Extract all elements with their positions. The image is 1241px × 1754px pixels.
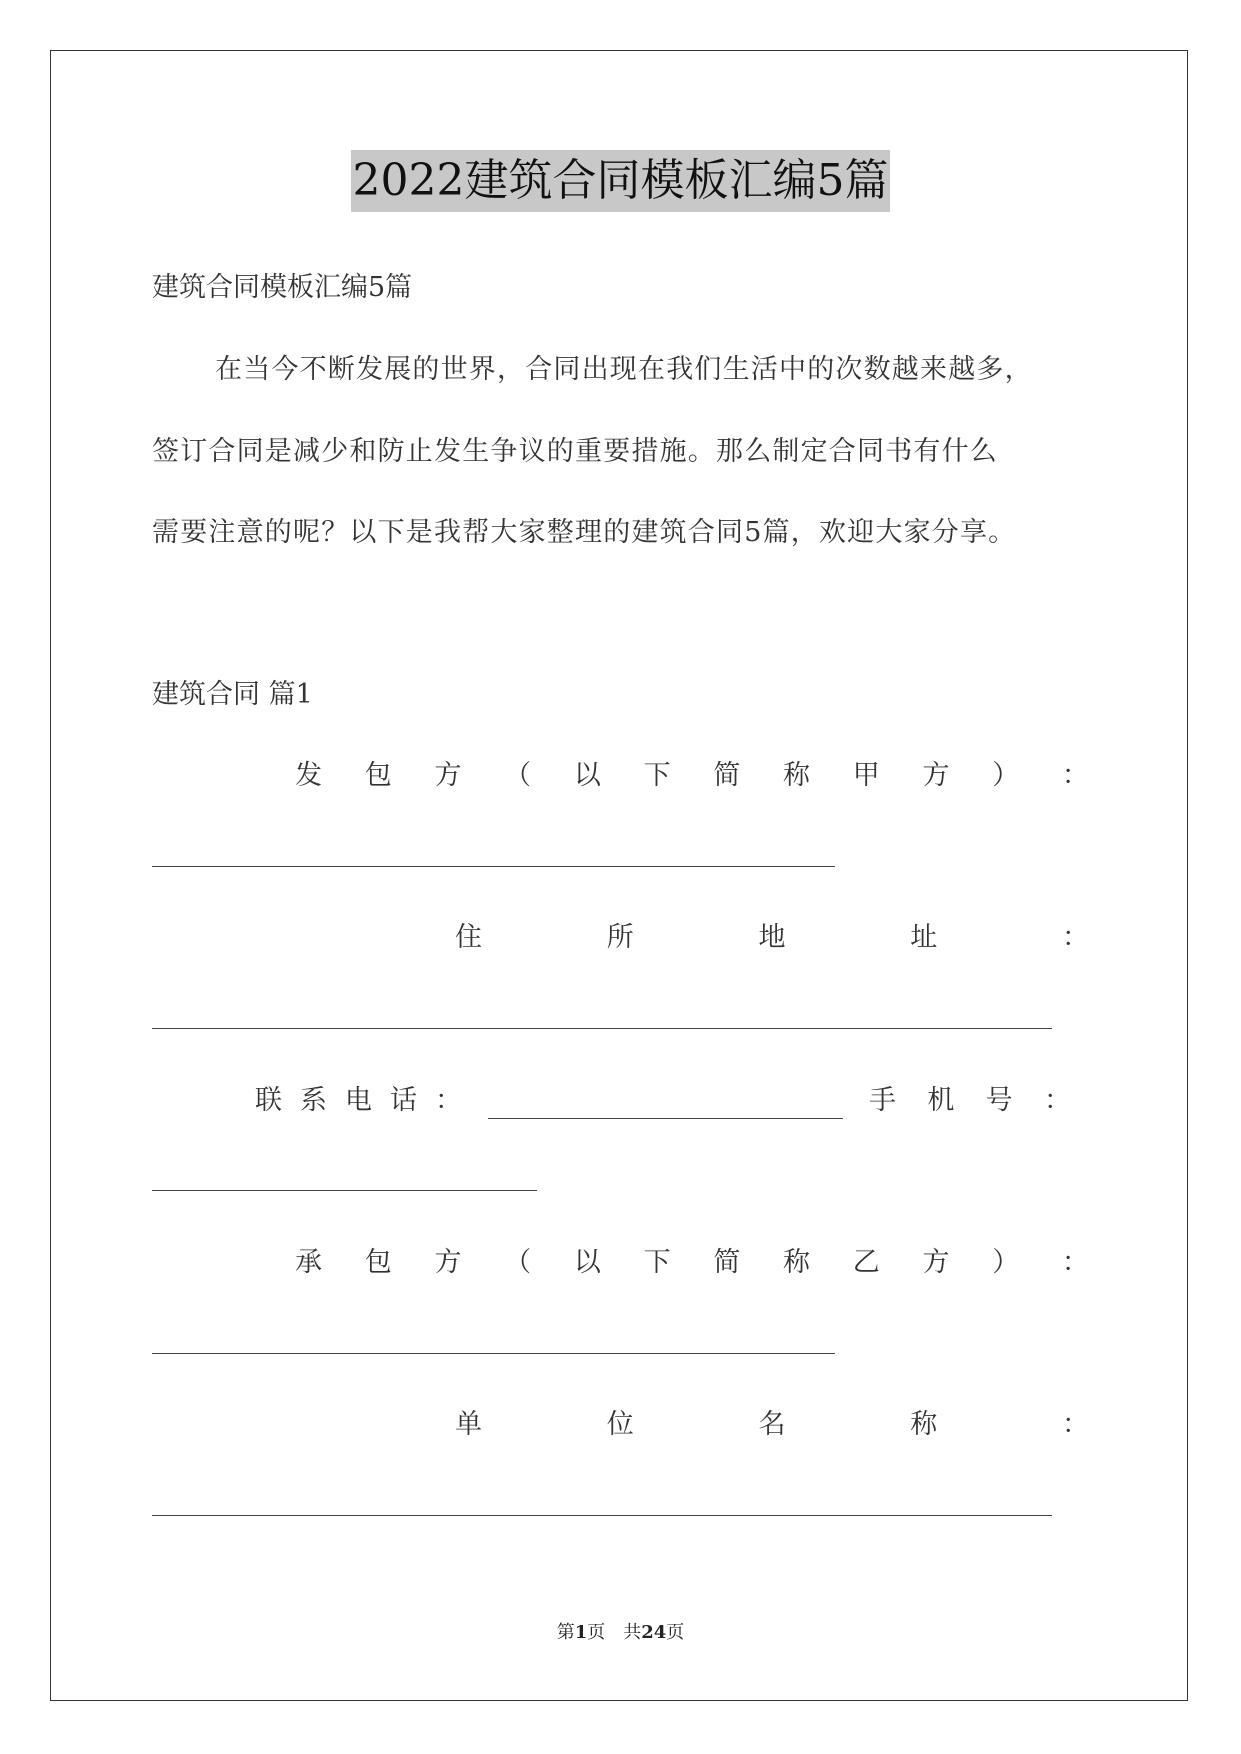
- char: 所: [606, 922, 634, 953]
- char: 名: [758, 1409, 786, 1440]
- char: 包: [364, 1247, 392, 1278]
- char: 以: [573, 760, 601, 791]
- intro-paragraph-line-1: 在当今不断发展的世界，合同出现在我们生活中的次数越来越多，: [215, 354, 1033, 385]
- char: ：: [1062, 922, 1089, 953]
- char: 机: [927, 1085, 973, 1116]
- fill-blank-zhusuo[interactable]: [152, 1028, 1052, 1029]
- char: ）: [992, 1247, 1020, 1278]
- char: ：: [1061, 1247, 1089, 1278]
- char: 方: [922, 760, 950, 791]
- fill-blank-danwei[interactable]: [152, 1515, 1052, 1516]
- contact-row: [255, 1083, 1089, 1119]
- fill-blank-fabaofang[interactable]: [152, 866, 835, 867]
- current-page-number: 1: [574, 1622, 588, 1643]
- field-label-danwei: [455, 1407, 1089, 1443]
- char: 乙: [852, 1247, 880, 1278]
- char: 位: [606, 1409, 634, 1440]
- page-footer: [0, 1618, 1241, 1644]
- char: 地: [758, 922, 786, 953]
- document-subtitle: 建筑合同模板汇编5篇: [152, 272, 413, 303]
- char: 址: [910, 922, 938, 953]
- section-heading: 建筑合同 篇1: [152, 679, 313, 710]
- fill-blank-chengbaofang[interactable]: [152, 1353, 835, 1354]
- char: 称: [783, 760, 811, 791]
- char: 号: [985, 1085, 1031, 1116]
- char: ：: [1061, 760, 1089, 791]
- char: 称: [910, 1409, 938, 1440]
- char: 甲: [852, 760, 880, 791]
- field-label-fabaofang: [295, 758, 1089, 794]
- char: 承: [295, 1247, 322, 1278]
- total-page-count: 24: [641, 1622, 667, 1643]
- char: 方: [434, 1247, 462, 1278]
- char: ：: [1062, 1409, 1089, 1440]
- fill-blank-mobile[interactable]: [152, 1190, 537, 1191]
- footer-suffix: 页: [666, 1622, 685, 1643]
- fill-blank-contact-phone[interactable]: [488, 1090, 843, 1119]
- intro-paragraph-line-3: 需要注意的呢？以下是我帮大家整理的建筑合同5篇，欢迎大家分享。: [152, 517, 1017, 548]
- char: 下: [643, 760, 671, 791]
- char: 简: [713, 1247, 741, 1278]
- char: ：: [1043, 1085, 1089, 1116]
- char: 方: [434, 760, 462, 791]
- char: 包: [364, 760, 392, 791]
- title-container: [0, 150, 1241, 212]
- char: 称: [783, 1247, 811, 1278]
- field-label-chengbaofang: [295, 1245, 1089, 1281]
- char: 住: [455, 922, 482, 953]
- char: 方: [922, 1247, 950, 1278]
- char: 手: [869, 1085, 914, 1116]
- char: ）: [992, 760, 1020, 791]
- field-label-zhusuo: [455, 920, 1089, 956]
- char: 发: [295, 760, 322, 791]
- footer-prefix: 第: [556, 1622, 575, 1643]
- char: 下: [643, 1247, 671, 1278]
- contact-phone-label: 联系电话：: [255, 1085, 480, 1116]
- document-title: 2022建筑合同模板汇编5篇: [351, 150, 891, 212]
- char: （: [504, 1247, 532, 1278]
- char: 单: [455, 1409, 482, 1440]
- char: 简: [713, 760, 741, 791]
- footer-middle: 页 共: [587, 1622, 642, 1643]
- mobile-label: [869, 1083, 1089, 1119]
- char: （: [504, 760, 532, 791]
- char: 以: [573, 1247, 601, 1278]
- intro-paragraph-line-2: 签订合同是减少和防止发生争议的重要措施。那么制定合同书有什么: [152, 436, 998, 467]
